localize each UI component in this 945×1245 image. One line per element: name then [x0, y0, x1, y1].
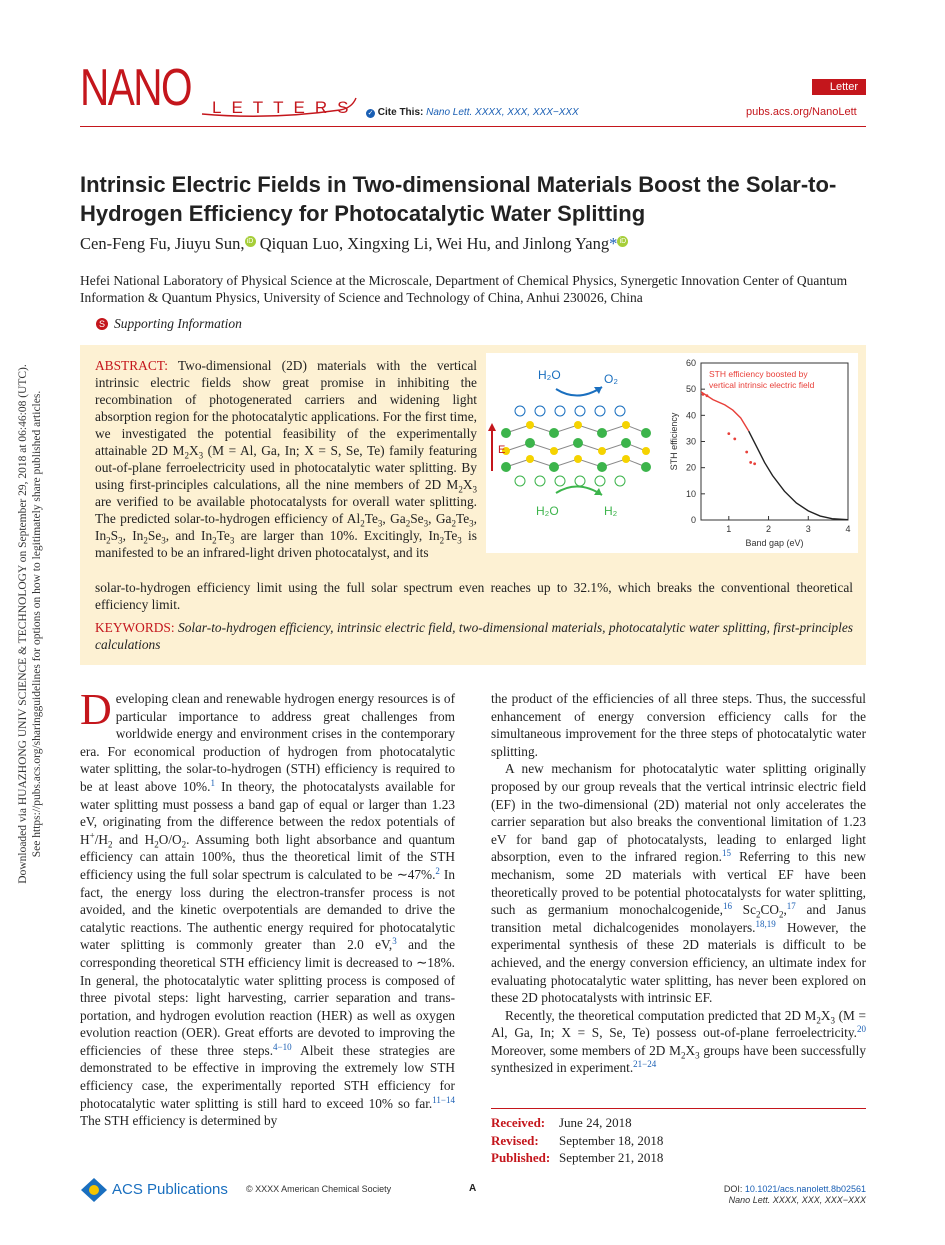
- affiliation: Hefei National Laboratory of Physical Science at the Microscale, Department of Chemical Physics, Synergetic Innovation Center of Quantum Information & Quantum Physics, University of Science and Technology of China, Anhui 230026, China: [80, 273, 848, 305]
- y-tick-label: 20: [685, 462, 696, 473]
- material-data-point: [702, 393, 705, 396]
- keywords-label: KEYWORDS:: [95, 620, 175, 635]
- header-divider: [80, 126, 866, 127]
- material-data-point: [706, 394, 709, 397]
- received-date: Received: June 24, 2018: [491, 1115, 632, 1130]
- chart-legend-line-1: STH efficiency boosted by: [709, 369, 808, 379]
- x-axis-label: Band gap (eV): [745, 538, 804, 548]
- page-number: A: [469, 1183, 477, 1194]
- cite-reference[interactable]: Nano Lett. XXXX, XXX, XXX−XXX: [426, 107, 579, 118]
- published-date: Published: September 21, 2018: [491, 1150, 664, 1165]
- download-watermark: [16, 174, 44, 1074]
- h2o-bottom-label: H₂O: [536, 504, 559, 518]
- supporting-info-label: Supporting Information: [114, 316, 242, 331]
- y-axis-label: STH efficiency: [669, 412, 679, 471]
- journal-reference: Nano Lett. XXXX, XXX, XXX−XXX: [728, 1195, 866, 1205]
- h2-label: H₂: [604, 504, 618, 518]
- body-column-right: the product of the efficiencies of all three steps. Thus, the successful enhancement of energy conversion efficiency calls for the simultaneous improvement for the three steps of photocatalytic water splitting. A new mechanism for photocatalytic water splitting originally proposed by our group reveals that the vertical intrinsic electric field (EF) in the two-dimensional (2D) material not only accelerates the carrier separation but also breaks the conventional limitation of 1.23 eV for band gap of photocatalysts, leading to enlarged light absorption, even to the infrared region.$^{15}$ Referring to this new mechanism, some 2D materials with vertical EF have been theoretically proved to be potential photocatalysts for water splitting, such as germanium monochalcogenide,$^{16}$ $Sc_2CO_2,^{17}$ and Janus transition metal dichalcogenides monolayers.$^{18,19}$ However, the experimental synthesis of these 2D materials is difficult to be achieved, and the energy conversion efficiency, an ultimate index for evaluating photocatalytic water splitting, has never been explored on these 2D photocatalysts with intrinsic EF. Recently, the theoretical computation predicted that 2D $M_2X_3$ (M = Al, Ga, In; X = S, Se, Te) possess out-of-plane ferroelectricity.$^{20}$ Moreover, some members of 2D $M_2X_3$ groups have been successfully synthesized in experiment.$^{21-24}$: [491, 691, 867, 1076]
- acs-logo-icon[interactable]: [80, 1177, 108, 1203]
- doi-block: [690, 1184, 866, 1206]
- y-tick-label: 40: [685, 410, 696, 421]
- doi-label: DOI:: [723, 1184, 745, 1194]
- revised-date: Revised: September 18, 2018: [491, 1132, 664, 1148]
- material-data-point: [749, 461, 752, 464]
- o2-label: O₂: [604, 372, 618, 386]
- dates-divider: [491, 1108, 866, 1109]
- y-tick-label: 0: [690, 515, 696, 525]
- cite-icon: ✓: [367, 110, 374, 117]
- orcid-icon[interactable]: iD: [245, 236, 256, 247]
- orcid-icon[interactable]: iD: [617, 236, 628, 247]
- keywords-text: Solar-to-hydrogen efficiency, intrinsic electric field, two-dimensional materials, photocatalytic water splitting, first-principles calculations: [95, 620, 853, 652]
- material-data-point: [745, 451, 748, 454]
- abstract-text-lower: solar-to-hydrogen efficiency limit using the full solar spectrum even reaches up to 32.1%, which breaks the conventional theoretical efficiency limit.: [95, 580, 853, 612]
- x-tick-label: 2: [766, 524, 772, 534]
- authors-part-1: Cen-Feng Fu, Jiuyu Sun,: [80, 234, 245, 253]
- journal-url-link[interactable]: pubs.acs.org/NanoLett: [746, 106, 857, 118]
- y-tick-label: 60: [685, 358, 696, 368]
- y-tick-label: 10: [685, 488, 696, 499]
- copyright: © XXXX American Chemical Society: [246, 1184, 392, 1194]
- h2o-top-label: H₂O: [538, 368, 561, 382]
- journal-logo-letters: LETTERS: [212, 98, 359, 117]
- article-title: Intrinsic Electric Fields in Two-dimensional Materials Boost the Solar-to-Hydrogen Efficiency for Photocatalytic Water Splitting: [80, 172, 837, 226]
- author-list: [80, 234, 628, 254]
- y-tick-label: 30: [685, 436, 696, 447]
- watermark-line-2: See https://pubs.acs.org/sharingguidelines for options on how to legitimately share published articles.: [31, 390, 43, 858]
- x-tick-label: 1: [726, 524, 732, 534]
- abstract-label: ABSTRACT:: [95, 358, 168, 373]
- body-column-left: Developing clean and renewable hydrogen energy resources is of particular importance to address great challenges from worldwide energy and environment crises in the contemporary era. For economical production of hydrogen from photocatalytic water splitting, the solar-to-hydrogen (STH) efficiency is required to be at least above 10%.$^1$ In theory, the photocatalysts available for water splitting must possess a band gap of equal or larger than 1.23 eV, originating from the difference between the redox potentials of $H^+/H_2$ and $H_2O/O_2$. Assuming both light absorbance and quantum efficiency can attain 100%, thus the theoretical limit of the STH efficiency using the full solar spectrum is calculated to be ∼47%.$^2$ In fact, the energy loss during the electron-transfer process is not avoided, and the kinetic overpotentials are demanded to drive the catalytic reactions. The authentic energy required for photocatalytic water splitting is commonly greater than 2.0 eV,$^3$ and the corresponding theoretical STH efficiency limit is decreased to ∼18%. In general, the photocatalytic water splitting process is composed of three pivotal steps: light harvesting, carrier separation and transportation, and hydrogen evolution reaction (HER) as well as oxygen evolution reaction (OER). Great efforts are devoted to improving the efficiencies of these three steps.$^{4-10}$ Albeit these strategies are demonstrated to be effective in improving the extremely low STH efficiency case, the experimentally reported STH efficiency for photocatalytic water splitting is still hard to exceed 10% so far.$^{11-14}$ The STH efficiency is determined by: [80, 685, 456, 1129]
- watermark-line-1: Downloaded via HUAZHONG UNIV SCIENCE & TECHNOLOGY on September 29, 2018 at 06:46:08 (UTC).: [17, 364, 29, 884]
- abstract-text-upper: ABSTRACT: Two-dimensional (2D) materials with the vertical intrinsic electric fields show great promise in inhibiting the recombination of photogenerated carriers and widening light absorption region for the photocatalytic applications. For the first time, we investigated the potential feasibility of the experimentally attainable 2D $M_2X_3$ (M = Al, Ga, In; X = S, Se, Te) family featuring out-of-plane ferroelectricity used in photocatalytic water splitting. By using first-principles calculations, all the nine members of 2D $M_2X_3$ are verified to be available photocatalysts for overall water splitting. The predicted solar-to-hydrogen efficiency of $Al_2Te_3$, $Ga_2Se_3$, $Ga_2Te_3$, $In_2S_3$, $In_2Se_3$, and $In_2Te_3$ are larger than 10%. Excitingly, $In_2Te_3$ is manifested to be an infrared-light driven photocatalyst, and its: [95, 358, 477, 560]
- article-type-badge: Letter: [812, 79, 866, 95]
- journal-logo-nano: NANO: [80, 59, 191, 117]
- supporting-information-link[interactable]: [96, 316, 242, 332]
- y-tick-label: 50: [685, 384, 696, 395]
- material-data-point: [753, 462, 756, 465]
- cite-this[interactable]: [366, 107, 579, 118]
- supporting-info-icon: S: [96, 318, 108, 330]
- acs-publications-link[interactable]: ACS Publications: [112, 1181, 228, 1198]
- publication-dates: [491, 1114, 663, 1167]
- electric-field-label: E: [498, 444, 506, 456]
- material-data-point: [727, 432, 730, 435]
- keywords: [95, 619, 853, 653]
- toc-graphic: [486, 353, 858, 553]
- drop-cap: D: [80, 685, 112, 734]
- chart-legend-line-2: vertical intrinsic electric field: [709, 380, 815, 390]
- authors-part-2: Qiquan Luo, Xingxing Li, Wei Hu, and Jinlong Yang: [255, 234, 610, 253]
- material-data-point: [733, 437, 736, 440]
- x-tick-label: 4: [845, 524, 851, 534]
- corresponding-author-star[interactable]: *: [609, 234, 618, 253]
- x-tick-label: 3: [805, 524, 811, 534]
- cite-label: Cite This:: [377, 107, 424, 118]
- doi-link[interactable]: 10.1021/acs.nanolett.8b02561: [744, 1184, 866, 1194]
